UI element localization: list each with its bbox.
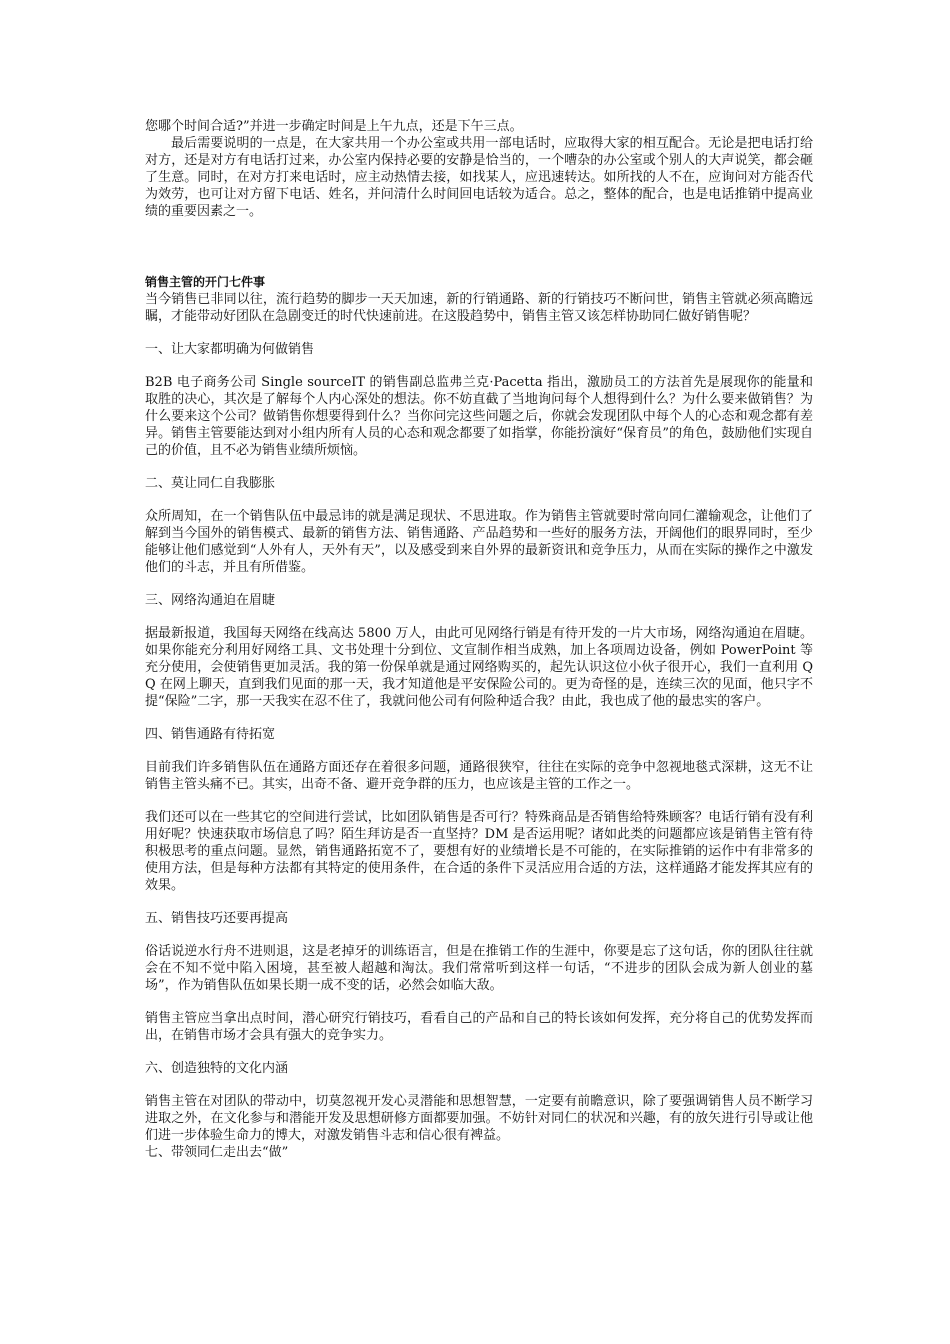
- section-paragraph-1: B2B 电子商务公司 Single sourceIT 的销售副总监弗兰克·Pacetta 指出，激励员工的方法首先是展现你的能量和取胜的决心，其次是了解每个人内心深处的想法。你不妨直截了当地询问每个人想得到什么？为什么要来做销售？为什么要来这个公司？做销售你想要得到什么？当你问完这些问题之后，你就会发现团队中每个人的心态和观念都有差异。销售主管要能达到对小组内所有人员的心态和观念都要了如指掌，你能扮演好“保育员”的角色，鼓励他们实现自己的价值，且不必为销售业绩所烦恼。: [145, 375, 813, 458]
- article-title: 销售主管的开门七件事: [145, 275, 266, 289]
- section-heading-7: 七、带领同仁走出去“做”: [145, 1145, 289, 1160]
- section-heading-5: 五、销售技巧还要再提高: [145, 911, 289, 926]
- paragraph-continuation: 您哪个时间合适?”并进一步确定时间是上午九点，还是下午三点。: [145, 119, 523, 134]
- section-heading-2: 二、莫让同仁自我膨胀: [145, 476, 276, 491]
- document-body: [145, 118, 813, 1161]
- section-paragraph-4b: 我们还可以在一些其它的空间进行尝试，比如团队销售是否可行？特殊商品是否销售给特殊顾客？电话行销有没有利用好呢？快速获取市场信息了吗？陌生拜访是否一直坚持？DM 是否运用呢？诸如此类的问题都应该是销售主管有待积极思考的重点问题。显然，销售通路拓宽不了，要想有好的业绩增长是不可能的，在实际推销的运作中有非常多的使用方法，但是每种方法都有其特定的使用条件，在合适的条件下灵活应用合适的方法，这样通路才能发挥其应有的效果。: [145, 810, 813, 893]
- section-paragraph-6: 销售主管在对团队的带动中，切莫忽视开发心灵潜能和思想智慧，一定要有前瞻意识，除了要强调销售人员不断学习进取之外，在文化参与和潜能开发及思想研修方面都要加强。不妨针对同仁的状况和兴趣，有的放矢进行引导或让他们进一步体验生命力的博大，对激发销售斗志和信心很有裨益。: [145, 1094, 813, 1143]
- section-paragraph-2: 众所周知，在一个销售队伍中最忌讳的就是满足现状、不思进取。作为销售主管就要时常向同仁灌输观念，让他们了解到当今国外的销售模式、最新的销售方法、销售通路、产品趋势和一些好的服务方法，开阔他们的眼界同时，至少能够让他们感觉到“人外有人，天外有天”，以及感受到来自外界的最新资讯和竞争压力，从而在实际的操作之中激发他们的斗志，并且有所借鉴。: [145, 509, 813, 575]
- section-paragraph-3: 据最新报道，我国每天网络在线高达 5800 万人，由此可见网络行销是有待开发的一片大市场，网络沟通迫在眉睫。如果你能充分利用好网络工具、文书处理十分到位、文宣制作相当成熟，加上各项周边设备，例如 PowerPoint 等充分使用，会使销售更加灵活。我的第一份保单就是通过网络购买的，起先认识这位小伙子很开心，我们一直利用 QQ 在网上聊天，直到我们见面的那一天，我才知道他是平安保险公司的。更为奇怪的是，连续三次的见面，他只字不提“保险”二字，那一天我实在忍不住了，我就问他公司有何险种适合我？由此，我也成了他的最忠实的客户。: [145, 626, 813, 709]
- section-heading-6: 六、创造独特的文化内涵: [145, 1061, 289, 1076]
- paragraph-phone-cooperation: 最后需要说明的一点是，在大家共用一个办公室或共用一部电话时，应取得大家的相互配合。无论是把电话打给对方，还是对方有电话打过来，办公室内保持必要的安静是恰当的，一个嘈杂的办公室或个别人的大声说笑，都会砸了生意。同时，在对方打来电话时，应主动热情去接，如找某人，应迅速转达。如所找的人不在，应询问对方能否代为效劳，也可让对方留下电话、姓名，并问清什么时间回电话较为适合。总之，整体的配合，也是电话推销中提高业绩的重要因素之一。: [145, 136, 813, 219]
- section-paragraph-5b: 销售主管应当拿出点时间，潜心研究行销技巧，看看自己的产品和自己的特长该如何发挥，充分将自己的优势发挥而出，在销售市场才会具有强大的竞争实力。: [145, 1011, 813, 1043]
- section-heading-4: 四、销售通路有待拓宽: [145, 727, 276, 742]
- section-paragraph-5a: 俗话说逆水行舟不进则退，这是老掉牙的训练语言，但是在推销工作的生涯中，你要是忘了这句话，你的团队往往就会在不知不觉中陷入困境，甚至被人超越和淘汰。我们常常听到这样一句话，“不进步的团队会成为新人创业的墓场”，作为销售队伍如果长期一成不变的话，必然会如临大敌。: [145, 944, 813, 993]
- article-intro: 当今销售已非同以往，流行趋势的脚步一天天加速，新的行销通路、新的行销技巧不断问世，销售主管就必须高瞻远瞩，才能带动好团队在急剧变迁的时代快速前进。在这股趋势中，销售主管又该怎样协助同仁做好销售呢？: [145, 292, 813, 324]
- section-heading-3: 三、网络沟通迫在眉睫: [145, 593, 276, 608]
- section-paragraph-4a: 目前我们许多销售队伍在通路方面还存在着很多问题，通路很狭窄，往往在实际的竞争中忽视地毯式深耕，这无不让销售主管头痛不已。其实，出奇不备、避开竞争群的压力，也应该是主管的工作之一。: [145, 760, 813, 792]
- section-heading-1: 一、让大家都明确为何做销售: [145, 342, 315, 357]
